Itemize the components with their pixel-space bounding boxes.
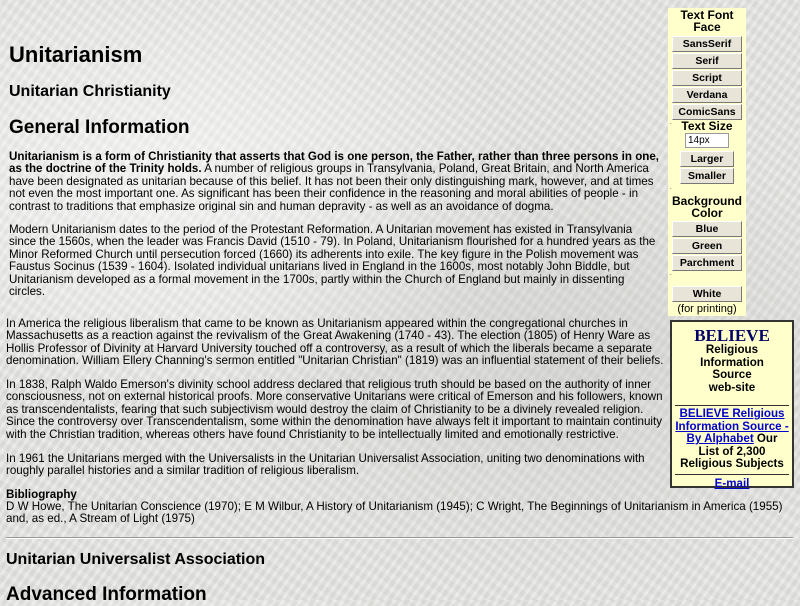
believe-box xyxy=(670,320,794,488)
believe-line-2: Information xyxy=(700,355,764,369)
text-size-panel xyxy=(668,120,746,190)
believe-index xyxy=(675,405,789,471)
divider xyxy=(6,537,793,539)
page-subtitle: Unitarian Christianity xyxy=(9,83,171,100)
text-size-heading: Text Size xyxy=(681,119,733,133)
print-panel xyxy=(668,284,746,315)
font-verdana-button[interactable]: Verdana xyxy=(672,87,742,103)
section-heading-advanced: Advanced Information xyxy=(6,584,207,605)
page-title: Unitarianism xyxy=(9,42,143,67)
font-script-button[interactable]: Script xyxy=(672,70,742,86)
font-sansserif-button[interactable]: SansSerif xyxy=(672,36,742,52)
smaller-button[interactable]: Smaller xyxy=(680,168,734,184)
paragraph-2: Modern Unitarianism dates to the period of the Protestant Reformation. A Unitarian movement has existed in Transylvania since the 1560s, when the leader was Francis David (1510 - 79). In Poland, Unitarianism flourished for a hundred years as the Minor Reformed Church until persecution forced (1660) its adherents into exile. The key figure in the Polish movement was Faustus Socinus (1539 - 1604). Isolated individual unitarians lived in England in the 1600s, most notably John Biddle, but Unitarianism developed as a formal movement in the 1700s, partly within the Church of England but mainly in dissenting circles. xyxy=(9,223,656,299)
bg-parchment-button[interactable]: Parchment xyxy=(672,255,742,271)
separator-dot: . xyxy=(670,271,672,277)
paragraph-4: In 1838, Ralph Waldo Emerson's divinity school address declared that religious truth should be based on the authority of inner consciousness, not on external historical proofs. More conservative Unitarians were critical of Emerson and his followers, known as transcendentalists, fearing that such subjectivism would destroy the claim of Christianity to be a divinely revealed religion. Since the controversy over Transcendentalism, some within the denomination have always felt it important to maintain continuity with the Christian tradition, whereas others have found Christianity to be intellectually limited and emotionally restrictive. xyxy=(6,378,663,441)
believe-alphabet-link[interactable]: BELIEVE Religious Information Source - By Alphabet xyxy=(675,407,789,446)
separator-dot: . xyxy=(670,185,672,191)
bibliography-heading: Bibliography xyxy=(6,488,77,501)
paragraph-1 xyxy=(9,151,661,213)
font-face-panel xyxy=(668,8,746,125)
print-note: (for printing) xyxy=(677,303,737,315)
believe-line-1: Religious xyxy=(705,343,759,356)
background-color-panel xyxy=(668,195,746,276)
font-comicsans-button[interactable]: ComicSans xyxy=(672,104,742,120)
section-heading-uua: Unitarian Universalist Association xyxy=(6,551,266,568)
paragraph-1-lead: Unitarianism is a form of Christianity that asserts that God is one person, the Father, rather than three persons in one, as the doctrine of the Trinity holds. xyxy=(9,150,660,176)
believe-line-4: web-site xyxy=(708,380,756,394)
believe-logo[interactable]: BELIEVE xyxy=(694,326,770,345)
bibliography-text: D W Howe, The Unitarian Conscience (1970); E M Wilbur, A History of Unitarianism (1945); C Wright, The Beginnings of Unitarianism in America (1955) and, as ed., A Stream of Light (1975) xyxy=(6,500,783,526)
believe-email-row xyxy=(675,474,789,490)
text-size-input[interactable]: 14px xyxy=(685,133,729,148)
font-face-heading: Text Font Face xyxy=(680,8,734,34)
paragraph-5: In 1961 the Unitarians merged with the Universalists in the Unitarian Universalist Association, uniting two denominations with roughly parallel histories and a similar tradition of religious liberalism. xyxy=(6,452,645,478)
section-heading-general: General Information xyxy=(9,117,190,138)
believe-line-3: Source xyxy=(712,368,752,382)
paragraph-3: In America the religious liberalism that came to be known as Unitarianism appeared within the congregational churches in Massachusetts as a reaction against the revivalism of the Great Awakening (1740 - 43). The election (1805) of Henry Ware as Hollis Professor of Divinity at Harvard University touched off a controversy, as a result of which the liberals became a separate denomination. William Ellery Channing's sermon entitled "Unitarian Christian" (1819) was an influential statement of their beliefs. xyxy=(6,317,664,368)
bg-white-button[interactable]: White xyxy=(672,286,742,302)
bg-blue-button[interactable]: Blue xyxy=(672,221,742,237)
larger-button[interactable]: Larger xyxy=(680,151,734,167)
background-color-heading: Background Color xyxy=(672,194,743,220)
separator-dot: . xyxy=(670,120,672,126)
paragraph-1-rest: A number of religious groups in Transylvania, Poland, Great Britain, and North America have been designated as unitarian because of this belief. It has not been their only distinguishing mark, however, and at times not even the most important one. As significant has been their confidence in the reasoning and moral abilities of people - in contrast to traditions that emphasize original sin and human depravity - as well as an avoidance of dogma. xyxy=(9,162,654,213)
bg-green-button[interactable]: Green xyxy=(672,238,742,254)
font-serif-button[interactable]: Serif xyxy=(672,53,742,69)
email-link[interactable]: E-mail xyxy=(714,476,750,490)
believe-list-text: Our List of 2,300 Religious Subjects xyxy=(680,432,784,471)
believe-header xyxy=(675,325,789,403)
style-sidebar xyxy=(668,8,746,316)
